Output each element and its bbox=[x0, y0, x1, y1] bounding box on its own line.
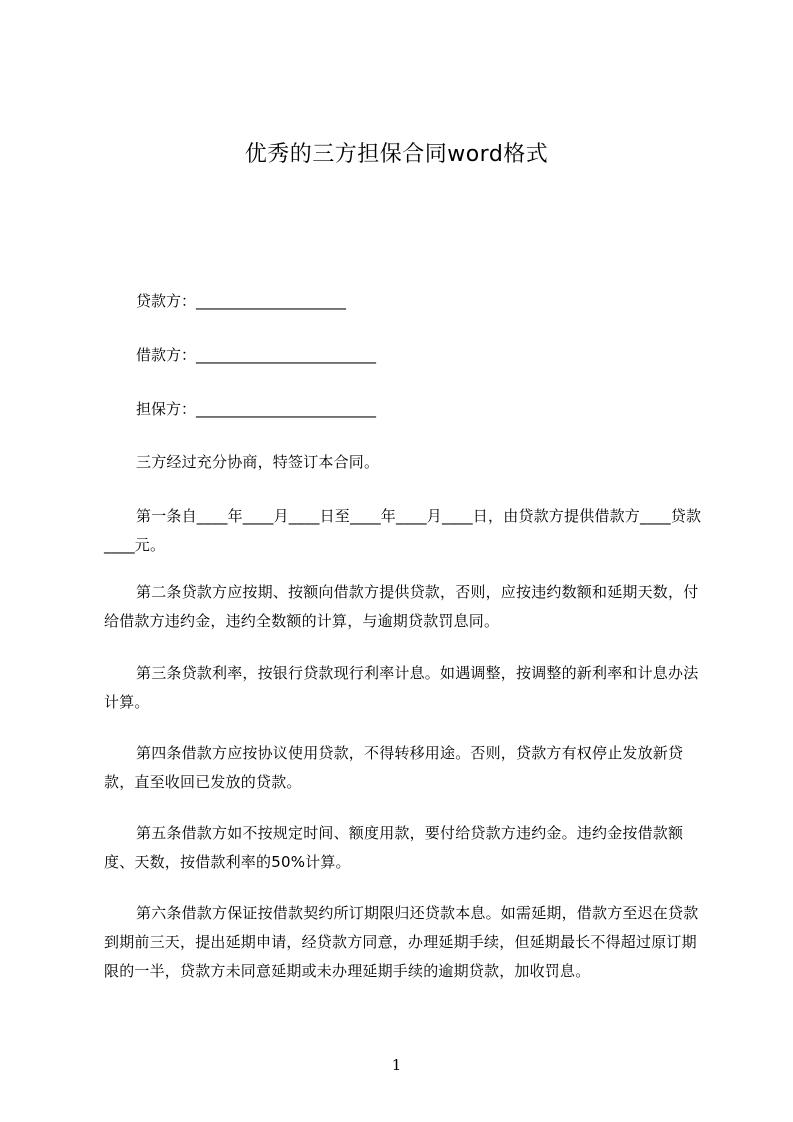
article-2: 第二条贷款方应按期、按额向借款方提供贷款，否则，应按违约数额和延期天数，付给借款方违约金，违约全数额的计算，与逾期贷款罚息同。 bbox=[104, 583, 699, 630]
page-number: 1 bbox=[391, 1056, 402, 1074]
document-title: 优秀的三方担保合同word格式 bbox=[244, 142, 549, 167]
lender-field: 贷款方：____________________ bbox=[136, 292, 347, 310]
article-6: 第六条借款方保证按借款契约所订期限归还贷款本息。如需延期，借款方至迟在贷款到期前三天，提出延期申请，经贷款方同意，办理延期手续，但延期最长不得超过原订期限的一半，贷款方未同意延期或未办理延期手续的逾期贷款，加收罚息。 bbox=[104, 904, 699, 980]
guarantor-field: 担保方：________________________ bbox=[136, 400, 377, 418]
article-3: 第三条贷款利率，按银行贷款现行利率计息。如遇调整，按调整的新利率和计息办法计算。 bbox=[104, 664, 699, 711]
article-4: 第四条借款方应按协议使用贷款，不得转移用途。否则，贷款方有权停止发放新贷款，直至收回已发放的贷款。 bbox=[104, 744, 684, 791]
borrower-field: 借款方：________________________ bbox=[136, 346, 377, 364]
article-5: 第五条借款方如不按规定时间、额度用款，要付给贷款方违约金。违约金按借款额度、天数，按借款利率的50%计算。 bbox=[104, 824, 684, 871]
article-1: 第一条自____年____月____日至____年____月____日，由贷款方提供借款方____贷款____元。 bbox=[104, 507, 702, 554]
intro-paragraph: 三方经过充分协商，特签订本合同。 bbox=[136, 453, 380, 471]
